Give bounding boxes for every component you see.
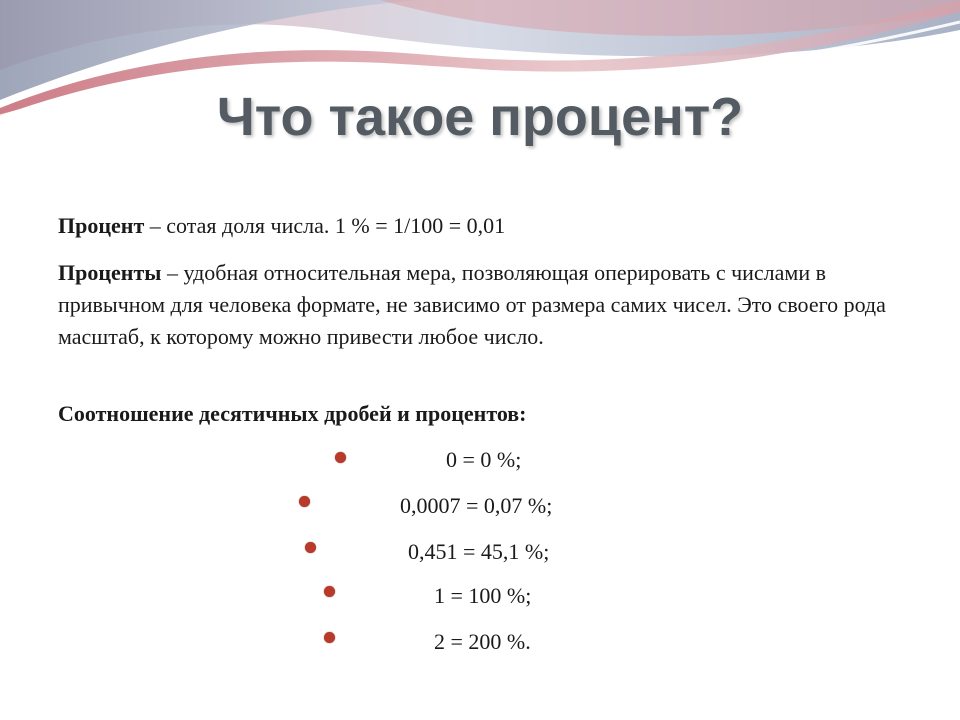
bullet-dot-icon <box>324 632 335 643</box>
percents-text: – удобная относительная мера, позволяющая оперировать с числами в привычном для человека формате, не зависимо от размера самих чисел. Это своего рода масштаб, к которому можно привести любое число. <box>58 260 886 349</box>
bullet-dot-icon <box>324 586 335 597</box>
percents-term: Проценты <box>58 260 162 285</box>
relation-heading: Соотношение десятичных дробей и процентов: <box>58 401 527 426</box>
definition-text: – сотая доля числа. 1 % = 1/100 = 0,01 <box>144 213 506 238</box>
bullet-dot-icon <box>299 496 310 507</box>
slide-title: Что такое процент? <box>216 87 744 147</box>
bullet-dot-icon <box>305 542 316 553</box>
bullet-dot-icon <box>335 452 346 463</box>
formula-text: 0,0007 = 0,07 %; <box>400 493 553 518</box>
percent-definition <box>58 210 908 242</box>
formula-text: 0 = 0 %; <box>446 447 522 472</box>
formula-text: 1 = 100 %; <box>434 583 532 608</box>
definition-term: Процент <box>58 213 145 238</box>
percents-description <box>58 257 908 353</box>
formula-text: 0,451 = 45,1 %; <box>408 539 550 564</box>
formula-text: 2 = 200 %. <box>434 629 531 654</box>
